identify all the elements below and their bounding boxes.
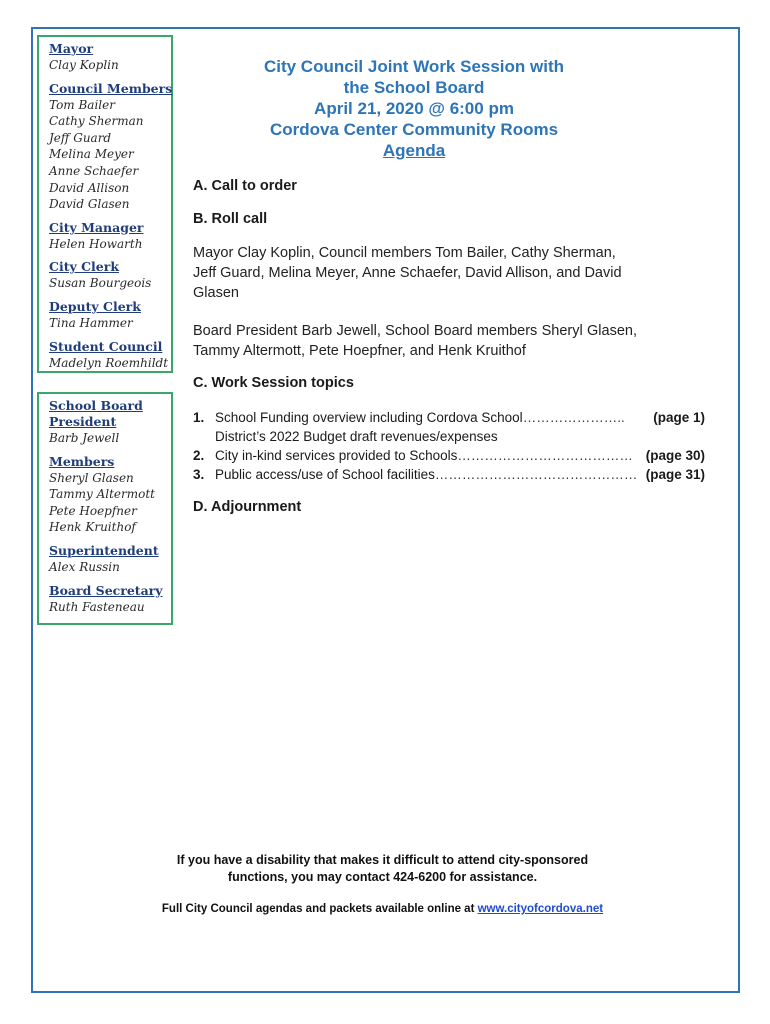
council-member: Melina Meyer	[49, 147, 134, 162]
council-member: Tom Bailer	[49, 97, 115, 112]
city-manager-label: City Manager	[49, 219, 144, 235]
school-board-president-name: Barb Jewell	[49, 431, 120, 445]
school-board-member: Sheryl Glasen	[49, 470, 134, 485]
mayor-name: Clay Koplin	[49, 58, 119, 72]
meeting-date: April 21, 2020 @ 6:00 pm	[314, 99, 514, 118]
disability-notice-line-1: If you have a disability that makes it difficult to attend city-sponsored	[176, 853, 589, 867]
student-council-name: Madelyn Roemhildt	[49, 355, 169, 370]
topic-page-ref: (page 31)	[645, 467, 705, 482]
deputy-clerk-name: Tina Hammer	[49, 315, 133, 330]
topic-item	[193, 446, 705, 465]
title-line-2: the School Board	[343, 78, 485, 97]
topic-title: City in-kind services provided to Schools	[215, 448, 458, 463]
topic-number: 3.	[193, 467, 205, 482]
agenda-title	[210, 56, 618, 161]
topic-leader-dots: …………………………………	[457, 448, 633, 463]
school-board-roster-box	[37, 392, 173, 625]
superintendent-label: Superintendent	[49, 542, 159, 558]
school-board-member: Pete Hoepfner	[49, 503, 137, 518]
mayor-label: Mayor	[49, 41, 94, 56]
topic-item	[193, 408, 705, 427]
board-secretary-label: Board Secretary	[49, 582, 163, 598]
agendas-online-text: Full City Council agendas and packets available online at	[161, 903, 478, 915]
topic-continuation: District’s 2022 Budget draft revenues/expenses	[215, 429, 498, 444]
topic-item	[193, 465, 705, 484]
title-line-1: City Council Joint Work Session with	[263, 57, 565, 76]
school-board-member: Henk Kruithof	[49, 520, 136, 535]
topic-number: 1.	[193, 410, 205, 425]
agendas-online-note	[80, 903, 685, 915]
council-member: David Allison	[49, 180, 130, 195]
disability-notice	[100, 852, 665, 886]
topic-page-ref: (page 1)	[653, 410, 705, 425]
section-adjournment: D. Adjournment	[193, 499, 302, 515]
topic-title: School Funding overview including Cordova School	[215, 410, 523, 425]
city-clerk-label: City Clerk	[49, 259, 119, 275]
school-board-president-label-2: President	[49, 414, 117, 429]
section-call-to-order: A. Call to order	[193, 178, 297, 194]
student-council-label: Student Council	[49, 338, 163, 354]
topic-continuation-row	[193, 427, 705, 446]
deputy-clerk-label: Deputy Clerk	[49, 298, 141, 314]
agenda-heading: Agenda	[382, 141, 446, 160]
council-member: Jeff Guard	[49, 130, 112, 145]
roll-call-board-text: Board President Barb Jewell, School Board members Sheryl Glasen, Tammy Altermott, Pete Hoepfner, and Henk Kruithof	[193, 323, 637, 359]
topic-leader-dots: ………………………………………	[434, 467, 638, 482]
disability-notice-line-2: functions, you may contact 424-6200 for assistance.	[227, 870, 538, 884]
website-link[interactable]: www.cityofcordova.net	[477, 903, 604, 915]
topic-leader-dots: …………………..	[522, 410, 625, 425]
topic-page-ref: (page 30)	[645, 448, 705, 463]
section-work-session: C. Work Session topics	[193, 375, 354, 391]
council-members-label: Council Members	[49, 80, 173, 96]
school-board-member: Tammy Altermott	[49, 487, 155, 502]
section-roll-call: B. Roll call	[193, 211, 268, 227]
school-board-president-label: School Board	[49, 398, 143, 413]
council-roster-box	[37, 35, 173, 373]
council-member: David Glasen	[49, 197, 130, 212]
school-members-label: Members	[49, 453, 115, 469]
city-clerk-name: Susan Bourgeois	[49, 276, 152, 291]
council-member: Cathy Sherman	[49, 114, 144, 129]
topic-number: 2.	[193, 448, 205, 463]
topic-list	[193, 408, 705, 484]
meeting-location: Cordova Center Community Rooms	[269, 120, 559, 139]
board-secretary-name: Ruth Fasteneau	[49, 599, 145, 614]
council-member: Anne Schaefer	[49, 163, 139, 178]
topic-title: Public access/use of School facilities	[215, 467, 435, 482]
city-manager-name: Helen Howarth	[49, 236, 143, 251]
roll-call-council-text: Mayor Clay Koplin, Council members Tom Bailer, Cathy Sherman, Jeff Guard, Melina Meyer, Anne Schaefer, David Allison, and David Glasen	[193, 245, 622, 301]
superintendent-name: Alex Russin	[49, 559, 120, 574]
